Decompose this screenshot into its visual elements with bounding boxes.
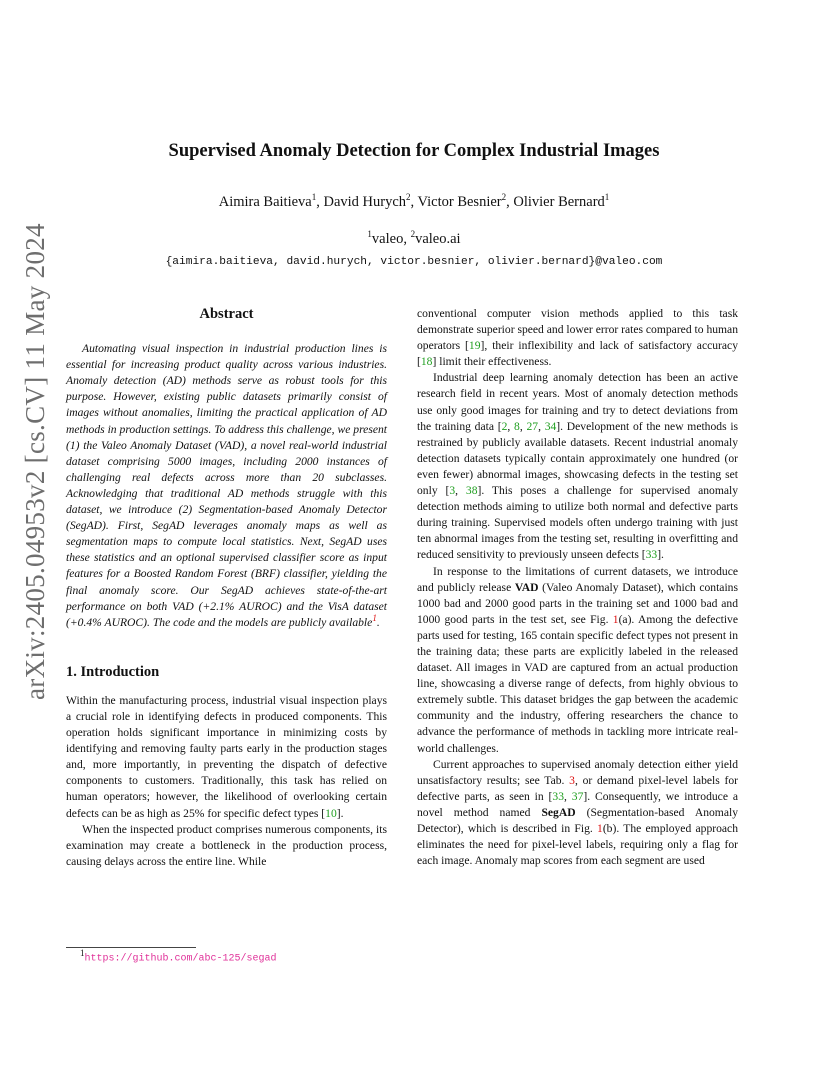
affiliation-mark: 2 bbox=[501, 192, 507, 203]
abstract-end: . bbox=[376, 615, 380, 629]
paragraph-text: (Valeo Anomaly Dataset), which contains 1000 bad and 2000 good parts in the training set and 1000 bad and 1000 good parts in the test set, see Fig. bbox=[417, 580, 738, 626]
citation-link[interactable]: 33 bbox=[645, 548, 658, 562]
paragraph-text: ]. This poses a challenge for supervised anomaly detection methods aiming to utilize both normal and defective parts during training. Supervised models often undergo training with just ten abnormal images from the testing set, resulting in overfitting and reduced sensitivity to previously unseen defects [ bbox=[417, 484, 739, 562]
citation-link[interactable]: 34 bbox=[544, 419, 557, 433]
paragraph-text: Current approaches to supervised anomaly detection either yield unsatisfactory results; see Tab. bbox=[417, 757, 738, 787]
paragraph-text: ]. bbox=[657, 548, 664, 562]
right-column bbox=[417, 306, 738, 869]
paragraph-text: Industrial deep learning anomaly detection has been an active research field in recent years. Most of anomaly detection methods use only good images for training and try to detect deviations from the training data [ bbox=[417, 371, 738, 433]
paragraph-text: ]. Development of the new methods is restrained by publicly available datasets. Recent industrial anomaly detection datasets typically contain approximately one hundred (or even fewer) abnormal images, showcasing defects in the testing set only [ bbox=[417, 419, 739, 498]
author-emails: {aimira.baitieva, david.hurych, victor.besnier, olivier.bernard}@valeo.com bbox=[165, 256, 663, 268]
intro-paragraph-5: Current approaches to supervised anomaly detection either yield unsatisfactory results; see Tab. 3, or demand pixel-level labels for defective parts, as seen in [33, 37]. Consequently, we introduce a novel method named SegAD (Segmentation-based Anomaly Detector), which is described in Fig. 1(b). The employed approach eliminates the need for pixel-level labels, requiring only a flag for each image. Anomaly map scores from each segment are used bbox=[417, 757, 738, 868]
footnote-divider bbox=[66, 947, 196, 948]
author-separator: , bbox=[410, 194, 418, 210]
intro-paragraph-1 bbox=[66, 693, 387, 822]
affiliation-mark: 1 bbox=[311, 192, 317, 203]
affiliation-name: valeo.ai bbox=[415, 231, 461, 247]
citation-link[interactable]: 10 bbox=[325, 806, 337, 820]
figure-link[interactable]: 1 bbox=[612, 612, 619, 626]
author-name: Victor Besnier bbox=[417, 194, 502, 210]
abstract-heading: Abstract bbox=[199, 306, 254, 322]
citation-link[interactable]: 27 bbox=[526, 419, 539, 433]
paragraph-text: ], their inflexibility and lack of satisfactory accuracy [ bbox=[417, 339, 738, 369]
footnote-mark: 1 bbox=[80, 948, 85, 958]
citation-link[interactable]: 18 bbox=[420, 355, 433, 369]
author-name: Aimira Baitieva bbox=[218, 194, 312, 210]
continued-paragraph bbox=[417, 306, 738, 370]
author-list bbox=[80, 194, 748, 211]
footnote-url-link[interactable]: https://github.com/abc-125/segad bbox=[84, 953, 277, 965]
author-name: David Hurych bbox=[323, 194, 407, 210]
affiliations bbox=[80, 231, 748, 248]
abstract-text: Automating visual inspection in industrial production lines is essential for increasing product quality across various industries. Anomaly detection (AD) methods serve as robust tools for this purpose. However, existing public datasets primarily consist of images without anomalies, limiting the practical application of AD methods in production settings. To address this challenge, we present (1) the Valeo Anomaly Dataset (VAD), a novel real-world industrial dataset comprising 5000 images, including 2000 instances of challenging real defects across more than 20 subclasses. Acknowledging that traditional AD methods struggle with this dataset, we introduce (2) Segmentation-based Anomaly Detector (SegAD). First, SegAD leverages anomaly maps as well as segmentation maps to compute local statistics. Next, SegAD uses these statistics and an optional supervised classifier score as input features for a Boosted Random Forest (BRF) classifier, yielding the final anomaly score. Our SegAD achieves state-of-the-art performance on both VAD (+2.1% AUROC) and the VisA dataset (+0.4% AUROC). The code and the models are publicly available bbox=[66, 342, 387, 629]
paragraph-text: conventional computer vision methods applied to this task demonstrate superior speed and lower error rates compared to human operators [ bbox=[417, 307, 738, 353]
table-link[interactable]: 3 bbox=[569, 773, 575, 787]
citation-link[interactable]: 19 bbox=[468, 339, 481, 353]
author-separator: , bbox=[506, 194, 514, 210]
citation-link[interactable]: 33 bbox=[552, 789, 565, 803]
paragraph-text: , or demand pixel-level labels for defective parts, as seen in [ bbox=[417, 773, 738, 803]
paper-title: Supervised Anomaly Detection for Complex Industrial Images bbox=[168, 141, 660, 161]
citation-link[interactable]: 37 bbox=[571, 789, 584, 803]
author-name: Olivier Bernard bbox=[513, 194, 605, 210]
paragraph-text: (b). The employed approach eliminates the need for pixel-level labels, requiring only a flag for each image. Anomaly map scores from each segment are used bbox=[417, 822, 738, 868]
intro-paragraph-2: When the inspected product comprises numerous components, its examination may create a bottleneck in the production process, causing delays across the entire line. While bbox=[66, 822, 387, 868]
affiliation-name: valeo, bbox=[371, 231, 411, 247]
intro-paragraph-4 bbox=[417, 564, 738, 757]
paragraph-text: In response to the limitations of current datasets, we introduce and publicly release bbox=[417, 564, 738, 594]
paragraph-text: ] limit their effectiveness. bbox=[432, 355, 552, 369]
author-separator: , bbox=[316, 194, 324, 210]
affiliation-mark: 2 bbox=[410, 229, 416, 240]
affiliation-mark: 1 bbox=[367, 229, 372, 240]
figure-link[interactable]: 1 bbox=[597, 822, 603, 835]
citation-link[interactable]: 8 bbox=[514, 419, 520, 433]
citation-link[interactable]: 2 bbox=[501, 419, 508, 433]
footnote bbox=[80, 948, 277, 965]
citation-link[interactable]: 38 bbox=[465, 484, 478, 498]
paragraph-text: (Segmentation-based Anomaly Detector), which is described in Fig. bbox=[417, 805, 738, 835]
method-name: SegAD bbox=[541, 805, 576, 819]
left-column bbox=[66, 306, 387, 870]
paragraph-text: ]. bbox=[336, 806, 344, 820]
citation-link[interactable]: 3 bbox=[449, 484, 456, 498]
dataset-name: VAD bbox=[514, 580, 539, 594]
section-heading-introduction: 1. Introduction bbox=[66, 663, 160, 680]
arxiv-side-stamp: arXiv:2405.04953v2 [cs.CV] 11 May 2024 bbox=[20, 223, 50, 700]
intro-paragraph-3: Industrial deep learning anomaly detection has been an active research field in recent years. Most of anomaly detection methods use only good images for training and try to detect deviations from the training data [2, 8, 27, 34]. Development of the new methods is restrained by publicly available datasets. Recent industrial anomaly detection datasets typically contain approximately one hundred (or even fewer) abnormal images, showcasing defects in the testing set only [3, 38]. This poses a challenge for supervised anomaly detection methods aiming to utilize both normal and defective parts during training. Supervised models often undergo training with just ten abnormal images from the testing set, resulting in overfitting and reduced sensitivity to previously unseen defects [33]. bbox=[417, 371, 739, 562]
paragraph-text: (a). Among the defective parts used for testing, 165 contain specific defect types not present in the training data; these parts are explicitly labeled in the released dataset. All images in VAD are captured from an actual production line, showcasing a diverse range of defects, from highly obvious to extremely subtle. This dataset bridges the gap between the academic community and the industry, offering researchers the chance to advance the performance of methods in tackling more intricate real-world challenges. bbox=[417, 612, 738, 755]
affiliation-mark: 1 bbox=[604, 192, 610, 203]
abstract-body bbox=[66, 341, 387, 631]
footnote-link[interactable]: 1 bbox=[372, 612, 377, 623]
paragraph-text: Within the manufacturing process, industrial visual inspection plays a crucial role in identifying defects in produced components. This operation holds significant importance in minimizing costs by identifying and removing faulty parts early in the production stages and, more importantly, in preventing the dispatch of defective components to customers. Traditionally, this task has relied on human operators; however, the likelihood of overlooking certain defects can be as high as 25% for specific defect types [ bbox=[66, 693, 387, 820]
paragraph-text: ]. Consequently, we introduce a novel method named bbox=[417, 789, 738, 819]
affiliation-mark: 2 bbox=[406, 192, 411, 203]
